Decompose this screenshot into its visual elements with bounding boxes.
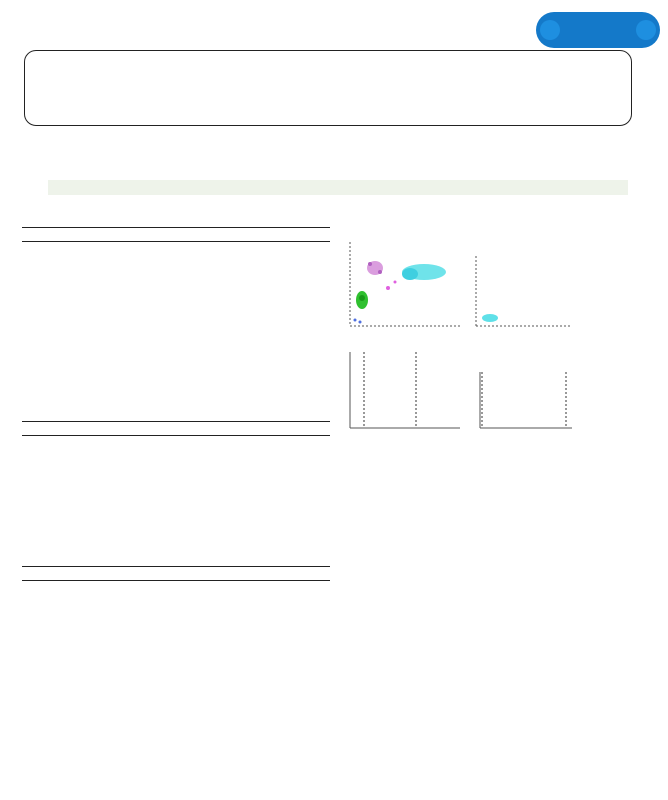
logo-text [534,8,662,52]
rbc-group-header [22,421,330,436]
diff-cluster-lymph [356,291,368,309]
baso-cluster [482,314,498,322]
diff-cluster-eos [367,261,383,275]
plt-group-header [22,566,330,581]
row-band [48,180,628,195]
histogram-panel [340,222,580,442]
nini-ban-logo [534,8,662,52]
wbc-group-header [22,227,330,242]
barcode [470,100,620,118]
diff-cluster-mono [386,281,397,291]
diff-cluster-ghost [354,319,362,324]
diff-cluster-neu [402,264,446,280]
